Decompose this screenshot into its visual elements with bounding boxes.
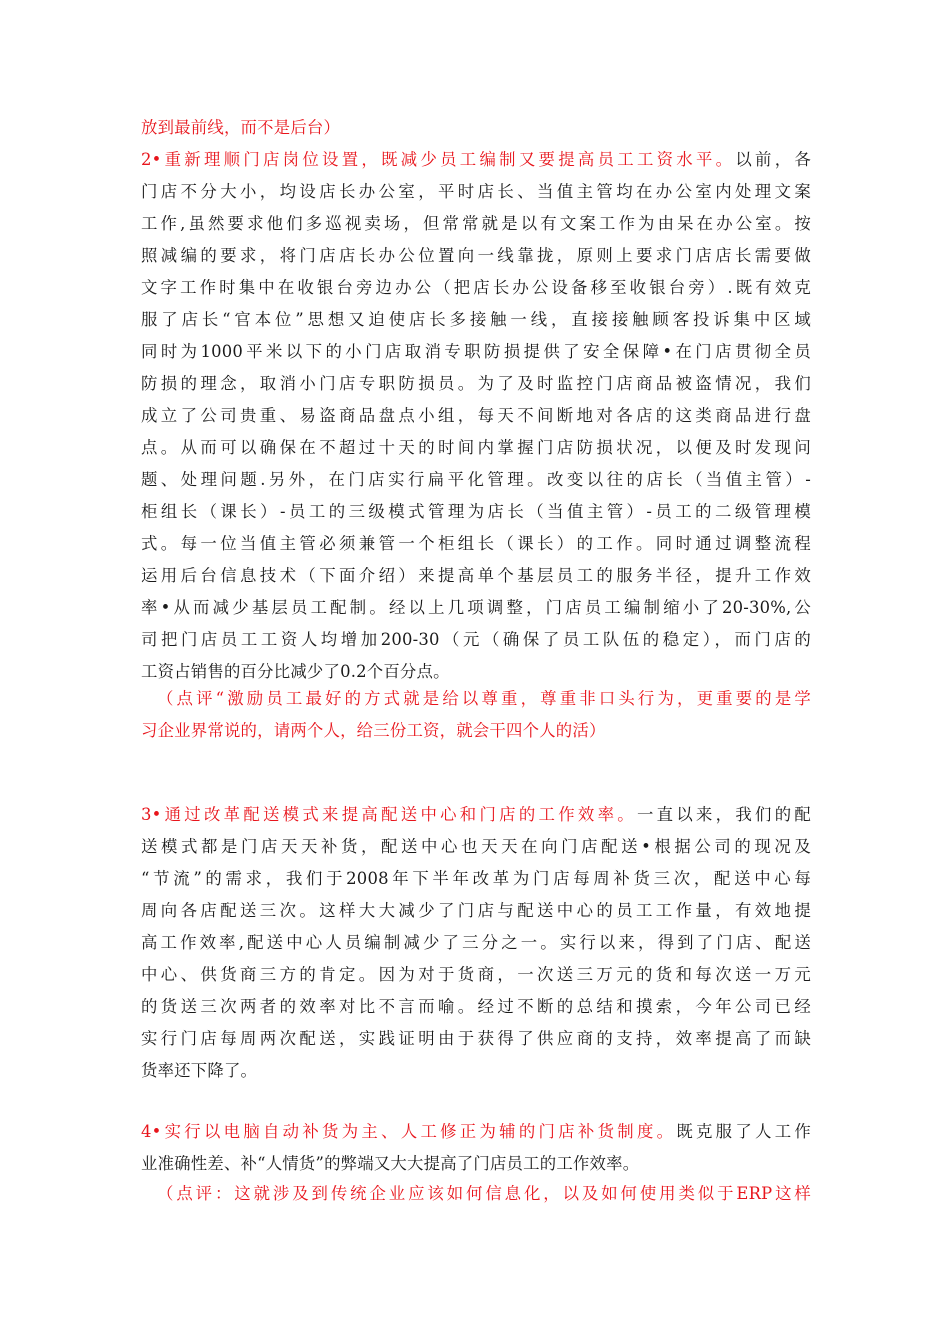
- text-line: 高工作效率,配送中心人员编制减少了三分之一。实行以来，得到了门店、配送: [141, 933, 811, 952]
- text-line: 司把门店员工工资人均增加200-30（元（确保了员工队伍的稳定），而门店的: [141, 630, 811, 649]
- comment-line: 习企业界常说的，请两个人，给三份工资，就会干四个人的活）: [141, 721, 606, 740]
- paragraph-2-first-line: [141, 144, 811, 176]
- comment-line: （点评“激励员工最好的方式就是给以尊重，尊重非口头行为，更重要的是学: [157, 689, 811, 708]
- text-line: 放到最前线，而不是后台）: [141, 118, 341, 137]
- paragraph-4-first-line-rest: 既克服了人工作: [676, 1122, 811, 1141]
- text-line: 同时为1000平米以下的小门店取消专职防损提供了安全保障•在门店贯彻全员: [141, 342, 811, 361]
- paragraph-3-heading: 3•通过改革配送模式来提高配送中心和门店的工作效率。: [141, 805, 637, 824]
- text-line: 的货送三次两者的效率对比不言而喻。经过不断的总结和摸索，今年公司已经: [141, 997, 811, 1016]
- text-line: “节流”的需求，我们于2008年下半年改革为门店每周补货三次，配送中心每: [141, 869, 811, 888]
- text-line: 业准确性差、补“人情货”的弊端又大大提高了门店员工的工作效率。: [141, 1154, 640, 1173]
- text-line: 防损的理念，取消小门店专职防损员。为了及时监控门店商品被盗情况，我们: [141, 374, 811, 393]
- text-line: 运用后台信息技术（下面介绍）来提高单个基层员工的服务半径，提升工作效: [141, 566, 811, 585]
- comment-1: [141, 683, 811, 747]
- text-line: 中心、供货商三方的肯定。因为对于货商，一次送三万元的货和每次送一万元: [141, 965, 811, 984]
- text-line: 周向各店配送三次。这样大大减少了门店与配送中心的员工工作量，有效地提: [141, 901, 811, 920]
- text-line: 式。每一位当值主管必须兼管一个柜组长（课长）的工作。同时通过调整流程: [141, 534, 811, 553]
- text-line: 文字工作时集中在收银台旁边办公（把店长办公设备移至收银台旁）.既有效克: [141, 278, 811, 297]
- paragraph-4: [141, 1116, 811, 1180]
- text-line: 服了店长“官本位”思想又迫使店长多接触一线，直接接触顾客投诉集中区域: [141, 310, 811, 329]
- paragraph-2-heading: 2•重新理顺门店岗位设置，既减少员工编制又要提高员工工资水平。: [141, 150, 736, 169]
- text-line: 照减编的要求，将门店店长办公位置向一线靠拢，原则上要求门店店长需要做: [141, 246, 811, 265]
- text-line: 送模式都是门店天天补货，配送中心也天天在向门店配送•根据公司的现况及: [141, 837, 811, 856]
- comment-2: [141, 1178, 811, 1210]
- paragraph-3: [141, 799, 811, 1087]
- paragraph-2: [141, 144, 811, 688]
- comment-line: （点评：这就涉及到传统企业应该如何信息化，以及如何使用类似于ERP这样: [157, 1184, 811, 1203]
- paragraph-3-first-line: [141, 799, 811, 831]
- text-line: 成立了公司贵重、易盗商品盘点小组，每天不间断地对各店的这类商品进行盘: [141, 406, 811, 425]
- paragraph-4-heading: 4•实行以电脑自动补货为主、人工修正为辅的门店补货制度。: [141, 1122, 677, 1141]
- text-line: 率•从而减少基层员工配制。经以上几项调整，门店员工编制缩小了20-30%,公: [141, 598, 811, 617]
- text-line: 题、处理问题.另外，在门店实行扁平化管理。改变以往的店长（当值主管）-: [141, 470, 811, 489]
- text-line: 工作,虽然要求他们多巡视卖场，但常常就是以有文案工作为由呆在办公室。按: [141, 214, 811, 233]
- paragraph-3-first-line-rest: 一直以来，我们的配: [636, 805, 811, 824]
- paragraph-2-first-line-rest: 以前，各: [735, 150, 811, 169]
- text-line: 货率还下降了。: [141, 1061, 258, 1080]
- text-line: 实行门店每周两次配送，实践证明由于获得了供应商的支持，效率提高了而缺: [141, 1029, 811, 1048]
- text-line: 柜组长（课长）-员工的三级模式管理为店长（当值主管）-员工的二级管理模: [141, 502, 811, 521]
- paragraph-continuation: [141, 112, 811, 144]
- text-line: 工资占销售的百分比减少了0.2个百分点。: [141, 662, 450, 681]
- paragraph-4-first-line: [141, 1116, 811, 1148]
- text-line: 门店不分大小，均设店长办公室，平时店长、当值主管均在办公室内处理文案: [141, 182, 811, 201]
- text-line: 点。从而可以确保在不超过十天的时间内掌握门店防损状况，以便及时发现问: [141, 438, 811, 457]
